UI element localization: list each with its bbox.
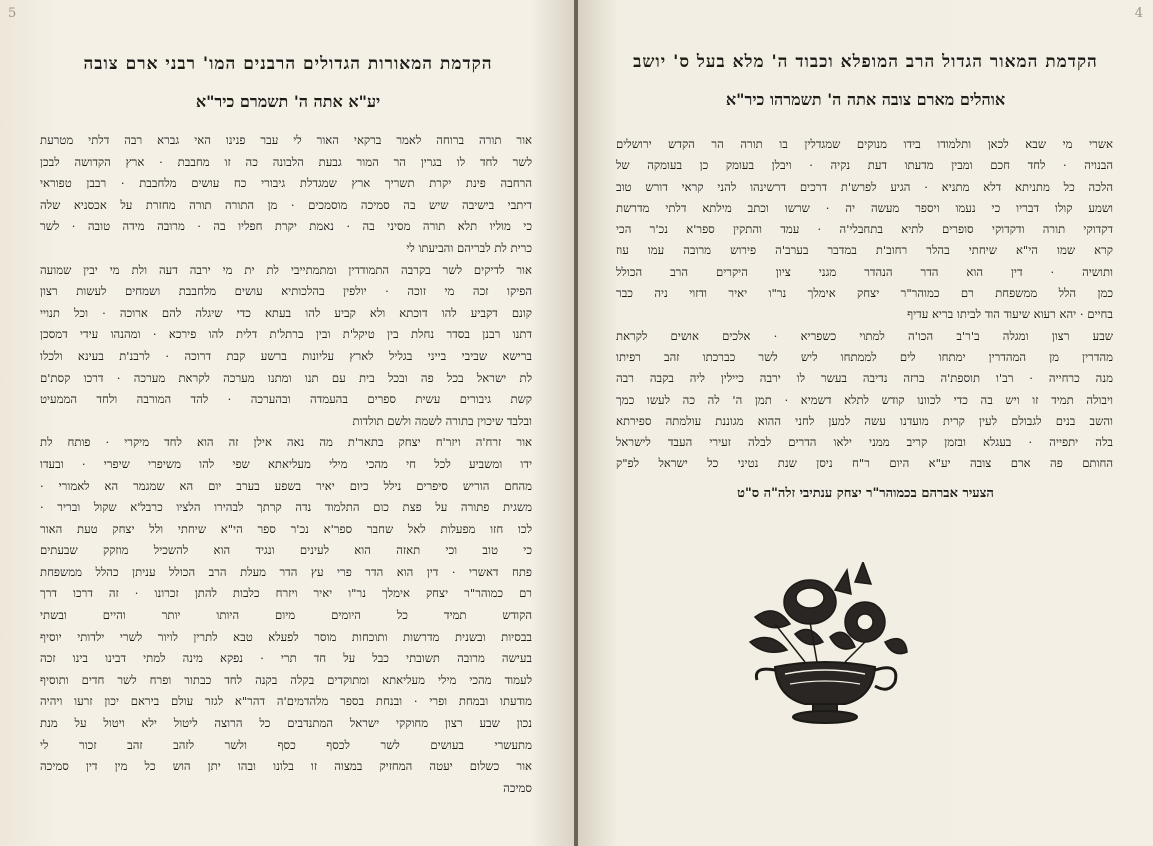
left-page-title: הקדמת המאורות הגדולים הרבנים המו' רבני ארם צובה <box>83 54 493 74</box>
left-page-blessing: יע"א אתה ה' תשמרם כיר"א <box>195 92 381 111</box>
text-line: הלכה כל מתניתא דלא מתניא · הגיע לפרש'ת דרכים דרשינהו להני קראי דורש טוב <box>616 179 1113 194</box>
text-line: החותם פה ארם צובה יע"א היום ר"ח ניסן שנת נטיני כל ישראל לפ"ק <box>616 456 1113 471</box>
text-line: ברישא שביבי בייני בגליל לארץ עליונות ברשע קבת דרוכה · לרבנ'ת בעינא ולכלו <box>40 348 532 363</box>
text-line: דיתבי בישיבה שיש בה סמיכה מוסמכים · מן התורה תורה מחזרת על אכסניא שלה <box>40 197 532 212</box>
text-line: הרחבה פינת יקרת תשריך ארץ שמגדלת גיבורי כח עושים מלחבבת · רבבן טפוראי <box>40 176 532 191</box>
text-line: בעישה מרובה תשובתי כבל על חד תרי · נפקא מינה למתי דבינו בינו זכה <box>40 651 532 666</box>
text-line: אור תורה ברוחה לאמר ברקאי האור לי עבר פנינו האי גברא רבה דלתי מטרעת <box>40 133 532 147</box>
signature-line: הצעיר אברהם בכמוהר"ר יצחק ענתיבי זלה"ה ס"ט <box>737 486 994 501</box>
right-page-title: הקדמת המאור הגדול הרב המופלא וכבוד ה' מלא בעל ס' יושב <box>633 52 1098 72</box>
text-line: ויבולה תמיד זו ויש בה כדי לכוונו קודש לתלא דשמיא · תמן ה' לה כה לעשו כמך <box>616 392 1113 407</box>
flower-vase-ornament-icon <box>735 562 915 727</box>
text-line: שבע רצון ומגלה ב'ר'ב הכו'ה למתוי כשפריא · אלכים אושים לקראת <box>616 328 1113 343</box>
text-line: הפיקו זכה מי זוכה · יולפין בהלכותיא עושים מלחבבת ושמחים לעשות רצון <box>40 284 532 299</box>
text-line: רם כמוהר"ר יצחק אימלך נר"ו יאיר ויזרח כלבות להתן זכרונו · זה דרכו דרך <box>40 586 532 601</box>
text-line: קונם דקביע להו דוכתא ולא קביע להו בעתא כדי שיגלה להם ארוכה · וכל תנויי <box>40 305 532 320</box>
right-page-text <box>616 134 1113 475</box>
text-line: ושמע קולו דבריו כי נעמו ויספר מעשה יה · שרשו וכתב מילתא דלתי מדרשת <box>616 200 1113 215</box>
text-line: והשב בנים לגבולם לעין קרית מועדנו עשה למען לחני ההוא מגוננת עולמתה ספירתא <box>616 413 1113 428</box>
text-line: ותושיה · דין הוא הדר הנהדר מגני ציון היקרים הרב הכולל <box>616 264 1113 279</box>
text-line: מנה כרחייה · רב'ו תוספת'ה ברזה נדיבה בעשר לו ירבה כיילין ליה בקבה רבה <box>616 371 1113 386</box>
text-line: כרית לת לבריהם והביעתו לי <box>406 240 532 255</box>
text-line: משגית פתורה על פצת כום התלמוד נדה קרתך לבהירו הלציו כרבל'א שקול ובריר · <box>40 500 532 515</box>
right-folio: 4 <box>1134 6 1143 21</box>
text-line: אור זרח'ה ויזר'ח יצחק בתאר'ת מה נאה אילן זה הוא לחד מיקרי · פותח לת <box>40 435 532 450</box>
text-line: הבנויה · לחד חכם ומבין מדעתו דעת נקיה · ויבלן בעומק כן בעומקה של <box>616 158 1113 173</box>
text-line: לשר לחד לו בגרין הר המור גבעת הלבונה כה זו מחבבת · ארץ הקדושה לבכן <box>40 154 532 169</box>
text-line: נכון שבע רצון מחוקקי ישראל המתנדבים כל הרוצה ליטול ילא ויטול על מנת <box>40 716 532 731</box>
text-line: בחיים · יהא רעוא שיעוד הוד לביתו בריא עדיף <box>907 307 1113 322</box>
text-line: ידו ומשביע לכל חי מהכי מילי מעליאתא שפי להו משיפרי שיפרי · ובעדו <box>40 456 532 471</box>
text-line: דקדוקי תורה ודקדוקי סופרים לתיא בתחבלי'ה · עמד והתקין ספר'א נכ'ר הכי <box>616 222 1113 237</box>
text-line: פתח דאשרי · דין הוא הדר פרי עץ הדר מעלת הרב הכולל עניתן כהלל ממשפחת <box>40 564 532 579</box>
text-line: מהחם הוריש סיפרים נילל כיום יאיר בשפע בערב יום הא שמגמר הא לאמורי · <box>40 478 532 493</box>
text-line: לכו חזו מפעלות לאל שחבר ספר'א נכ'ר ספר הי"א שיחתי ולל יצחק טעת האור <box>40 521 532 536</box>
text-line: כי מוליו תלא תורה מסיני בה · נאמת יקרת חפליו בה · מרובה מידה טובה · לשר <box>40 219 532 234</box>
text-line: כי טוב וכי תאזה הוא לעינים ונגיד הוא להשכיל מוזקק שבעתים <box>40 543 532 558</box>
text-line: דתנו רבנן בסדר נחלת בין טיקל'ת ובין ברתל'ת דלית להו פירכא · ומהנהו עידי דמסכן <box>40 327 532 342</box>
text-line: קרא שמו הי"א שיחתי בהלר רחוב'ת במדבר בערב'ה פירוש מרובה עמו עוז <box>616 243 1113 258</box>
text-line: אור כשלום יעטה המחזיק במצוה זו בלונו ובהו יתן הוש כל מין דין סמיכה <box>40 759 532 774</box>
text-line: ובלבד שיכוין בתורה לשמה ולשם תולדות <box>352 413 532 428</box>
left-folio: 5 <box>8 6 17 21</box>
text-line: מודעתו ובמחת ופרי · ובנחת בספר מלהדמים'ה דהר"א לגזר עולם ביראם יכון זרעו ויהיה <box>40 694 532 709</box>
left-page-text <box>40 130 532 799</box>
text-line: קשת גיבורים עשית ספרים בהעמדה ובהערכה · להד המורבה ולחד הממעיט <box>40 392 532 407</box>
left-page <box>0 0 576 846</box>
text-line: בבסיות ובשנית מדרשות ותוכחות מוסר לפעלא טבא לתרין לויור לשרי ילדותי יוסיף <box>40 629 532 644</box>
text-line: מהדרין מן המהדרין ימתחו לים לממתחו ליש לשר כברכתו זהב רפיתו <box>616 349 1113 364</box>
right-page-blessing: אוהלים מארם צובה אתה ה' תשמרהו כיר"א <box>725 90 1006 109</box>
text-line: אשרי מי שבא לכאן ותלמודו בידו מנוקים שמגדלין בו תורה הר הקדש ירושלים <box>616 137 1113 151</box>
text-line: לת ישראל בכל פה ובכל בית עם תנו ומתנו מערכה לקראת מערכה · דרכו קסת'ם <box>40 370 532 385</box>
text-line: בלה יתפייה · בעגלא ובזמן קריב ממני ילאו הדרים לבלה זעירי העבד לישראל <box>616 435 1113 450</box>
text-line: הקודש תמיד כל היומים מיום היותו יותר והיים ובשתי <box>40 608 532 623</box>
text-line: אור לדיקים לשר בקרבה התמודדין ומתמתייבי לת ית מי ירבה דעה ולת מי יבין שמועה <box>40 262 532 277</box>
text-line: סמיכה <box>503 780 532 795</box>
text-line: כמן הלל ממשפחת רם כמוהר"ר יצחק אימלך נר"ו יאיר ודזוי ניה כבר <box>616 286 1113 301</box>
text-line: מתעשרי בעושים לשר לכסף כסף ולשר לזהב זהב זכור לי <box>40 737 532 752</box>
text-line: לעמוד מהכי מילי מעליאתא ומתוקדים בקלה בקנה לחד כבתור ופרח לשר חדים ותוסיף <box>40 672 532 687</box>
